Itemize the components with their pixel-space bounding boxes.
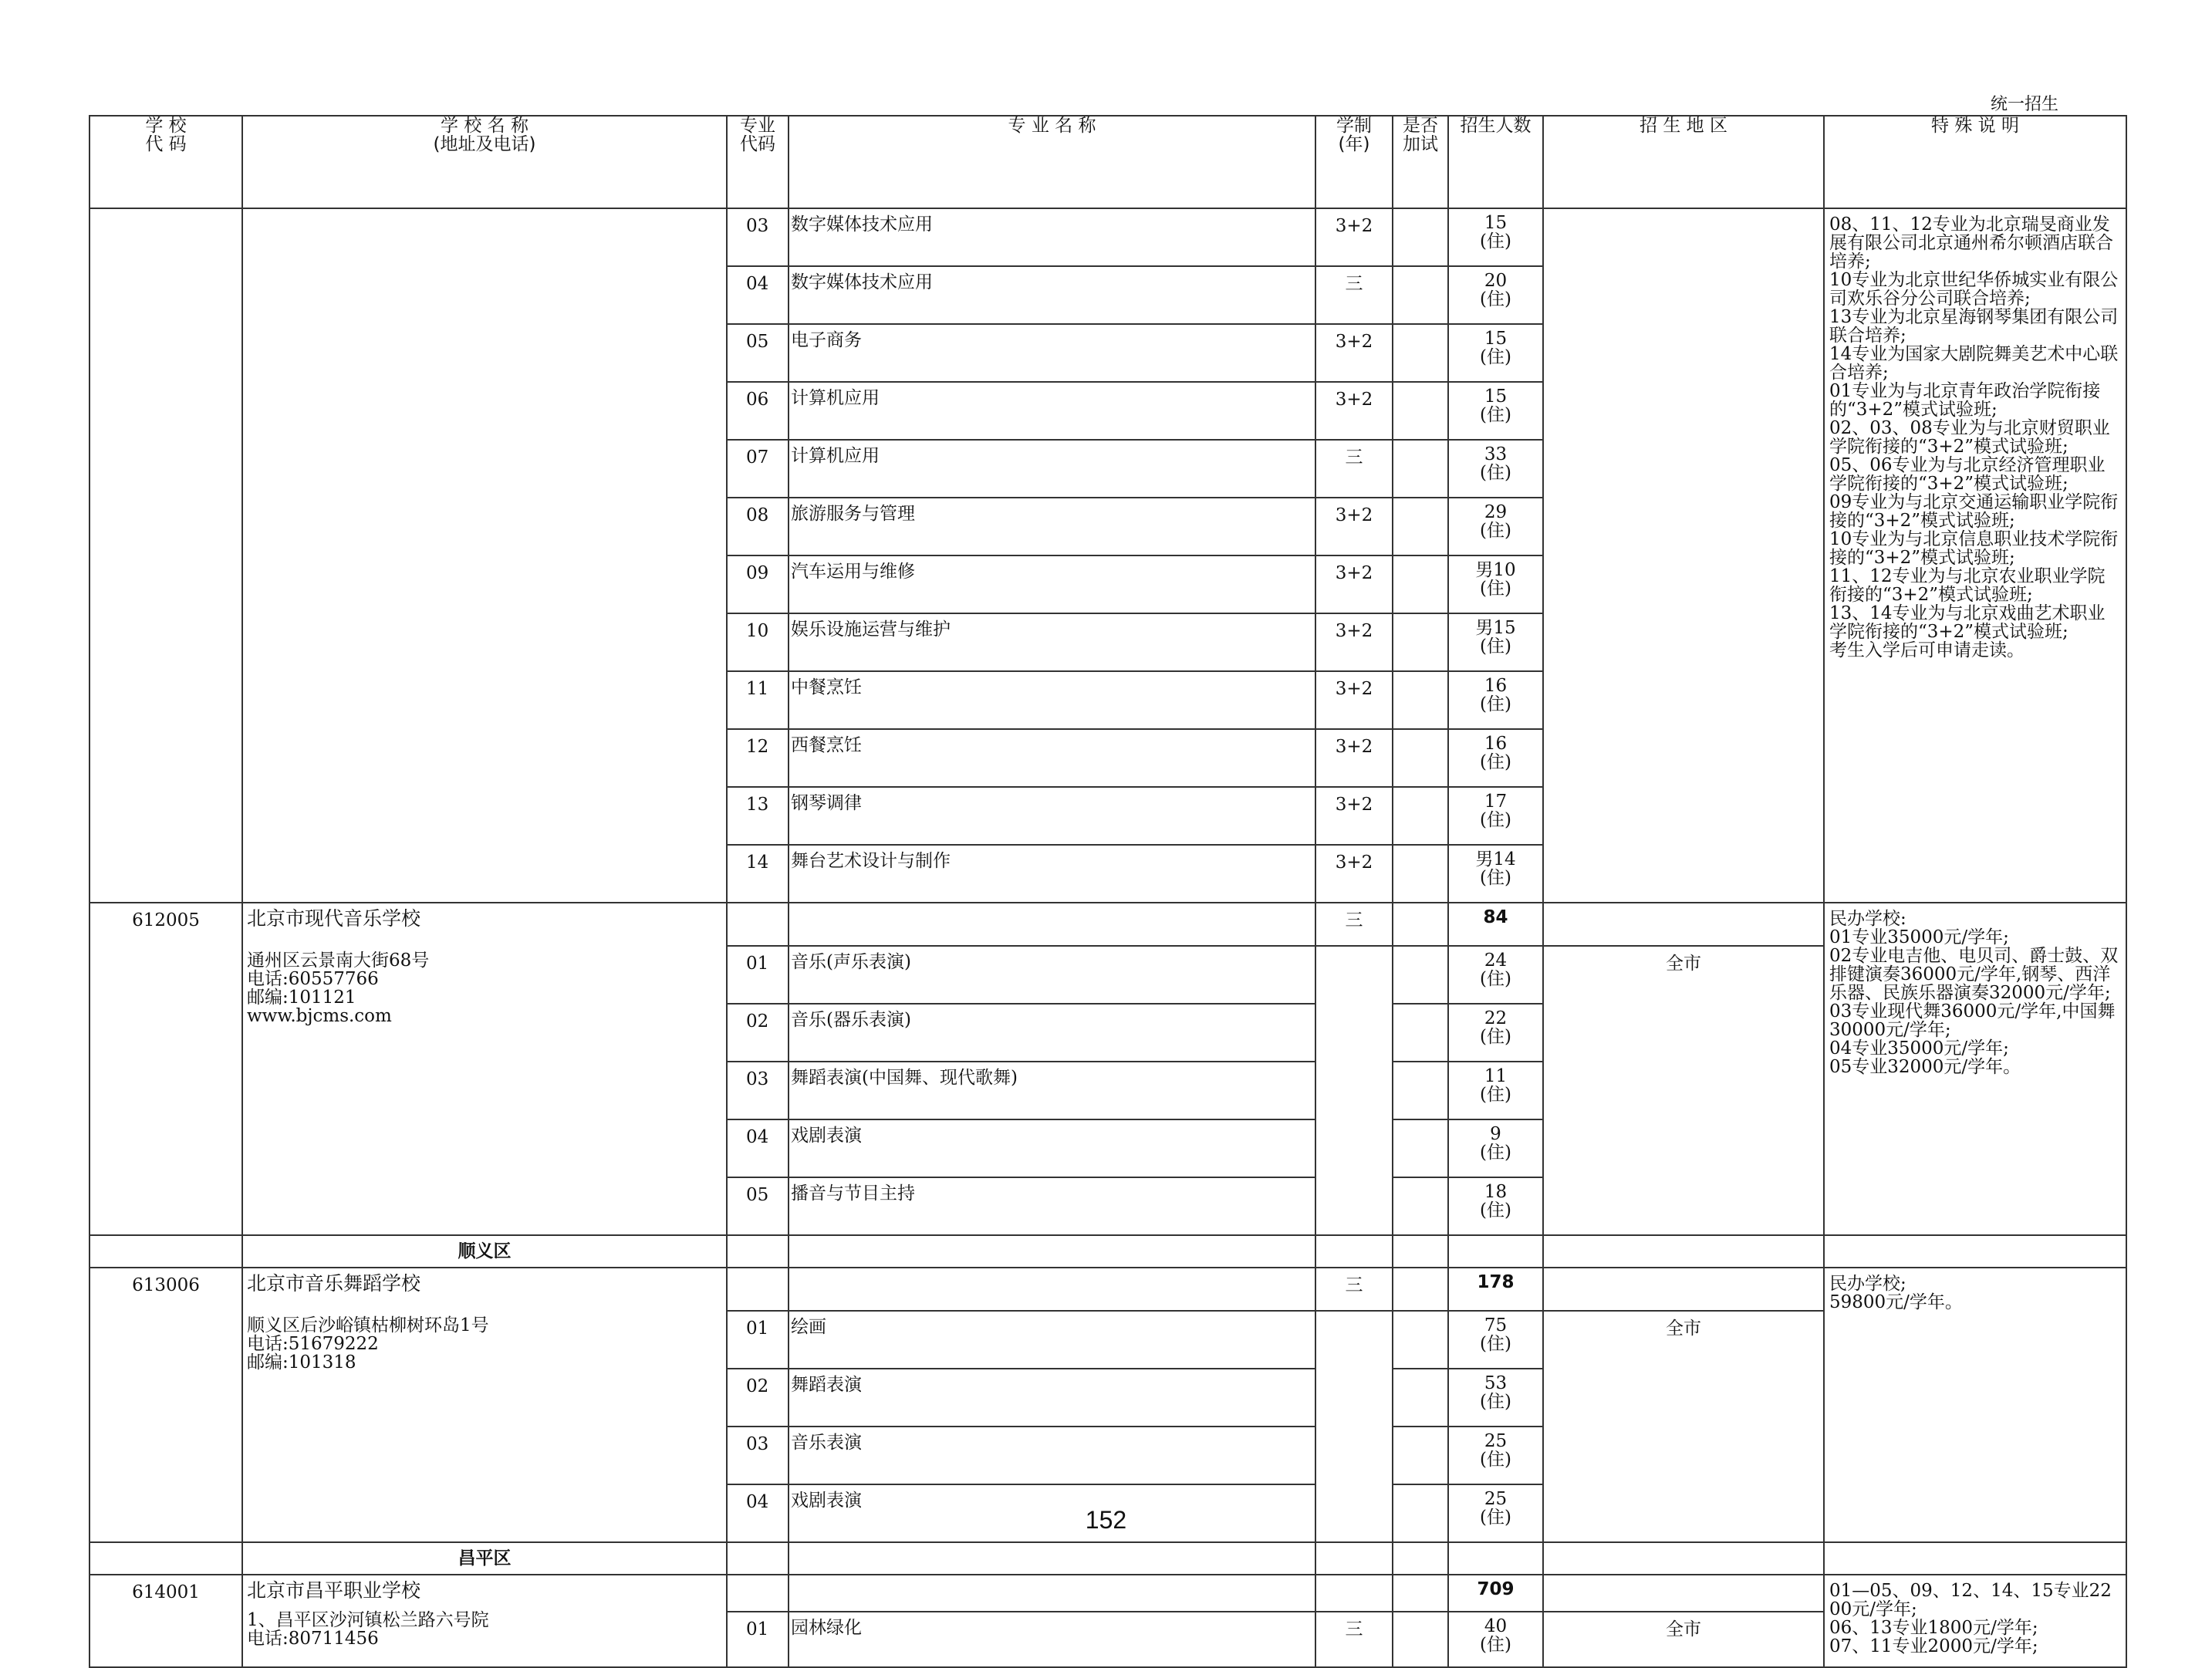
enrollment-total: 84 xyxy=(1448,903,1543,946)
extra-test xyxy=(1393,1427,1448,1484)
table-row xyxy=(89,208,2126,266)
enrollment-count: 16 (住) xyxy=(1448,671,1543,729)
header-school-name: 学 校 名 称 (地址及电话) xyxy=(242,116,727,208)
area-cell: 全市 xyxy=(1543,1612,1824,1667)
notes-cell: 民办学校: 01专业35000元/学年; 02专业电吉他、电贝司、爵士鼓、双排键演奏36000元/学年,钢琴、西洋乐器、民族乐器演奏32000元/学年; 03专业现代舞36000元/学年,中国舞30000元/学年; 04专业35000元/学年; 05专业32000元/学年。 xyxy=(1824,903,2126,1235)
extra-test xyxy=(1393,498,1448,555)
area-cell xyxy=(1543,903,1824,946)
major-name: 音乐表演 xyxy=(789,1427,1315,1484)
school-postcode: 邮编:101121 xyxy=(247,988,356,1008)
major-name: 舞蹈表演(中国舞、现代歌舞) xyxy=(789,1062,1315,1119)
school-phone: 电话:80711456 xyxy=(247,1629,379,1649)
major-code: 01 xyxy=(727,1612,789,1667)
major-code: 08 xyxy=(727,498,789,555)
major-name: 电子商务 xyxy=(789,324,1315,382)
enrollment-count: 男10 (住) xyxy=(1448,555,1543,613)
school-summary-row xyxy=(89,903,2126,946)
major-name: 播音与节目主持 xyxy=(789,1177,1315,1235)
major-name: 汽车运用与维修 xyxy=(789,555,1315,613)
major-name xyxy=(789,1575,1315,1612)
major-code: 03 xyxy=(727,1427,789,1484)
extra-test xyxy=(1393,1311,1448,1369)
enrollment-count: 20 (住) xyxy=(1448,266,1543,324)
header-extra-test: 是否 加试 xyxy=(1393,116,1448,208)
extra-test xyxy=(1393,1369,1448,1427)
major-name: 计算机应用 xyxy=(789,440,1315,498)
major-code: 03 xyxy=(727,1062,789,1119)
school-website: www.bjcms.com xyxy=(247,1006,392,1026)
major-name: 数字媒体技术应用 xyxy=(789,266,1315,324)
major-code: 11 xyxy=(727,671,789,729)
extra-test xyxy=(1393,1062,1448,1119)
enrollment-count: 25 (住) xyxy=(1448,1427,1543,1484)
major-name: 戏剧表演 xyxy=(789,1119,1315,1177)
major-code xyxy=(727,1575,789,1612)
area-cell: 全市 xyxy=(1543,946,1824,1235)
major-code: 02 xyxy=(727,1369,789,1427)
region-label: 昌平区 xyxy=(242,1542,727,1575)
page-number: 152 xyxy=(1085,1506,1127,1534)
school-name-cell xyxy=(242,208,727,903)
major-name: 旅游服务与管理 xyxy=(789,498,1315,555)
area-cell: 全市 xyxy=(1543,1311,1824,1542)
extra-test xyxy=(1393,903,1448,946)
extra-test xyxy=(1393,787,1448,845)
major-code: 09 xyxy=(727,555,789,613)
major-name: 音乐(器乐表演) xyxy=(789,1004,1315,1062)
duration: 3+2 xyxy=(1315,671,1393,729)
school-name: 北京市现代音乐学校 xyxy=(247,907,421,930)
enrollment-count: 25 (住) xyxy=(1448,1484,1543,1542)
admission-table xyxy=(89,115,2127,1668)
extra-test xyxy=(1393,729,1448,787)
enrollment-count: 15 (住) xyxy=(1448,324,1543,382)
header-area: 招 生 地 区 xyxy=(1543,116,1824,208)
major-name: 中餐烹饪 xyxy=(789,671,1315,729)
major-name: 园林绿化 xyxy=(789,1612,1315,1667)
extra-test xyxy=(1393,1177,1448,1235)
school-code: 612005 xyxy=(89,903,242,1235)
enrollment-count: 男15 (住) xyxy=(1448,613,1543,671)
enrollment-count: 17 (住) xyxy=(1448,787,1543,845)
major-code: 04 xyxy=(727,1119,789,1177)
header-school-code: 学 校 代 码 xyxy=(89,116,242,208)
enrollment-count: 24 (住) xyxy=(1448,946,1543,1004)
duration: 三 xyxy=(1315,1612,1393,1667)
major-code: 04 xyxy=(727,266,789,324)
region-label: 顺义区 xyxy=(242,1235,727,1268)
notes-cell: 08、11、12专业为北京瑞旻商业发展有限公司北京通州希尔顿酒店联合培养; 10专业为北京世纪华侨城实业有限公司欢乐谷分公司联合培养; 13专业为北京星海钢琴集团有限公司联合培养; 14专业为国家大剧院舞美艺术中心联合培养; 01专业为与北京青年政治学院衔接的“3+2”模式试验班; 02、03、08专业为与北京财贸职业学院衔接的“3+2”模式试验班; 05、06专业为与北京经济管理职业学院衔接的“3+2”模式试验班; 09专业为与北京交通运输职业学院衔接的“3+2”模式试验班; 10专业为与北京信息职业技术学院衔接的“3+2”模式试验班; 11、12专业为与北京农业职业学院衔接的“3+2”模式试验班; 13、14专业为与北京戏曲艺术职业学院衔接的“3+2”模式试验班; 考生入学后可申请走读。 xyxy=(1824,208,2126,903)
notes-cell: 民办学校; 59800元/学年。 xyxy=(1824,1268,2126,1542)
major-name: 音乐(声乐表演) xyxy=(789,946,1315,1004)
major-name: 计算机应用 xyxy=(789,382,1315,440)
duration: 三 xyxy=(1315,1268,1393,1311)
enrollment-count: 75 (住) xyxy=(1448,1311,1543,1369)
major-name: 钢琴调律 xyxy=(789,787,1315,845)
duration: 3+2 xyxy=(1315,613,1393,671)
enrollment-count: 40 (住) xyxy=(1448,1612,1543,1667)
enrollment-total: 178 xyxy=(1448,1268,1543,1311)
school-info xyxy=(242,1268,727,1542)
duration: 3+2 xyxy=(1315,324,1393,382)
notes-cell: 01—05、09、12、14、15专业2200元/学年; 06、13专业1800元/学年; 07、11专业2000元/学年; xyxy=(1824,1575,2126,1667)
enrollment-count: 18 (住) xyxy=(1448,1177,1543,1235)
school-code: 613006 xyxy=(89,1268,242,1542)
area-cell xyxy=(1543,1575,1824,1612)
enrollment-count: 9 (住) xyxy=(1448,1119,1543,1177)
major-name: 舞蹈表演 xyxy=(789,1369,1315,1427)
enrollment-count: 15 (住) xyxy=(1448,208,1543,266)
duration: 三 xyxy=(1315,440,1393,498)
major-code: 05 xyxy=(727,324,789,382)
major-code: 14 xyxy=(727,845,789,903)
duration: 3+2 xyxy=(1315,555,1393,613)
extra-test xyxy=(1393,1119,1448,1177)
school-code: 614001 xyxy=(89,1575,242,1667)
major-code xyxy=(727,1268,789,1311)
extra-test xyxy=(1393,266,1448,324)
major-code: 02 xyxy=(727,1004,789,1062)
school-phone: 电话:51679222 xyxy=(247,1334,379,1354)
school-address: 1、昌平区沙河镇松兰路六号院 xyxy=(247,1610,489,1630)
major-code: 13 xyxy=(727,787,789,845)
major-name: 戏剧表演 xyxy=(789,1484,1315,1542)
extra-test xyxy=(1393,440,1448,498)
enrollment-count: 15 (住) xyxy=(1448,382,1543,440)
duration: 3+2 xyxy=(1315,382,1393,440)
major-code: 12 xyxy=(727,729,789,787)
extra-test xyxy=(1393,382,1448,440)
extra-test xyxy=(1393,1612,1448,1667)
school-address: 顺义区后沙峪镇枯柳树环岛1号 xyxy=(247,1315,489,1335)
extra-test xyxy=(1393,208,1448,266)
major-name xyxy=(789,903,1315,946)
header-duration: 学制 (年) xyxy=(1315,116,1393,208)
major-name: 绘画 xyxy=(789,1311,1315,1369)
duration: 三 xyxy=(1315,266,1393,324)
top-label: 统一招生 xyxy=(1991,95,2059,114)
major-code: 01 xyxy=(727,946,789,1004)
extra-test xyxy=(1393,324,1448,382)
table-header xyxy=(89,116,2126,208)
duration: 3+2 xyxy=(1315,498,1393,555)
major-code: 06 xyxy=(727,382,789,440)
region-row xyxy=(89,1542,2126,1575)
enrollment-count: 33 (住) xyxy=(1448,440,1543,498)
school-summary-row xyxy=(89,1575,2126,1612)
enrollment-count: 29 (住) xyxy=(1448,498,1543,555)
school-info xyxy=(242,1575,727,1667)
header-enrollment: 招生人数 xyxy=(1448,116,1543,208)
school-address: 通州区云景南大街68号 xyxy=(247,950,430,971)
school-summary-row xyxy=(89,1268,2126,1311)
duration: 3+2 xyxy=(1315,729,1393,787)
major-code: 03 xyxy=(727,208,789,266)
duration: 3+2 xyxy=(1315,845,1393,903)
region-row xyxy=(89,1235,2126,1268)
extra-test xyxy=(1393,946,1448,1004)
enrollment-count: 男14 (住) xyxy=(1448,845,1543,903)
major-code: 04 xyxy=(727,1484,789,1542)
school-name: 北京市音乐舞蹈学校 xyxy=(247,1272,421,1295)
header-major-code: 专业 代码 xyxy=(727,116,789,208)
header-notes: 特 殊 说 明 xyxy=(1824,116,2126,208)
duration: 3+2 xyxy=(1315,787,1393,845)
school-info xyxy=(242,903,727,1235)
major-code: 01 xyxy=(727,1311,789,1369)
major-name: 数字媒体技术应用 xyxy=(789,208,1315,266)
school-phone: 电话:60557766 xyxy=(247,969,379,989)
major-name: 西餐烹饪 xyxy=(789,729,1315,787)
enrollment-count: 22 (住) xyxy=(1448,1004,1543,1062)
school-name: 北京市昌平职业学校 xyxy=(247,1579,421,1602)
extra-test xyxy=(1393,1268,1448,1311)
school-postcode: 邮编:101318 xyxy=(247,1352,356,1373)
area-cell xyxy=(1543,1268,1824,1311)
extra-test xyxy=(1393,671,1448,729)
major-code: 07 xyxy=(727,440,789,498)
duration: 3+2 xyxy=(1315,208,1393,266)
enrollment-total: 709 xyxy=(1448,1575,1543,1612)
school-code-cell xyxy=(89,208,242,903)
duration xyxy=(1315,1575,1393,1612)
extra-test xyxy=(1393,555,1448,613)
major-code: 10 xyxy=(727,613,789,671)
extra-test xyxy=(1393,613,1448,671)
major-name xyxy=(789,1268,1315,1311)
major-name: 娱乐设施运营与维护 xyxy=(789,613,1315,671)
extra-test xyxy=(1393,1575,1448,1612)
duration: 三 xyxy=(1315,903,1393,946)
enrollment-count: 53 (住) xyxy=(1448,1369,1543,1427)
major-code: 05 xyxy=(727,1177,789,1235)
extra-test xyxy=(1393,845,1448,903)
area-cell xyxy=(1543,208,1824,903)
enrollment-count: 16 (住) xyxy=(1448,729,1543,787)
major-name: 舞台艺术设计与制作 xyxy=(789,845,1315,903)
header-major-name: 专 业 名 称 xyxy=(789,116,1315,208)
enrollment-count: 11 (住) xyxy=(1448,1062,1543,1119)
major-code xyxy=(727,903,789,946)
extra-test xyxy=(1393,1004,1448,1062)
duration xyxy=(1315,946,1393,1235)
